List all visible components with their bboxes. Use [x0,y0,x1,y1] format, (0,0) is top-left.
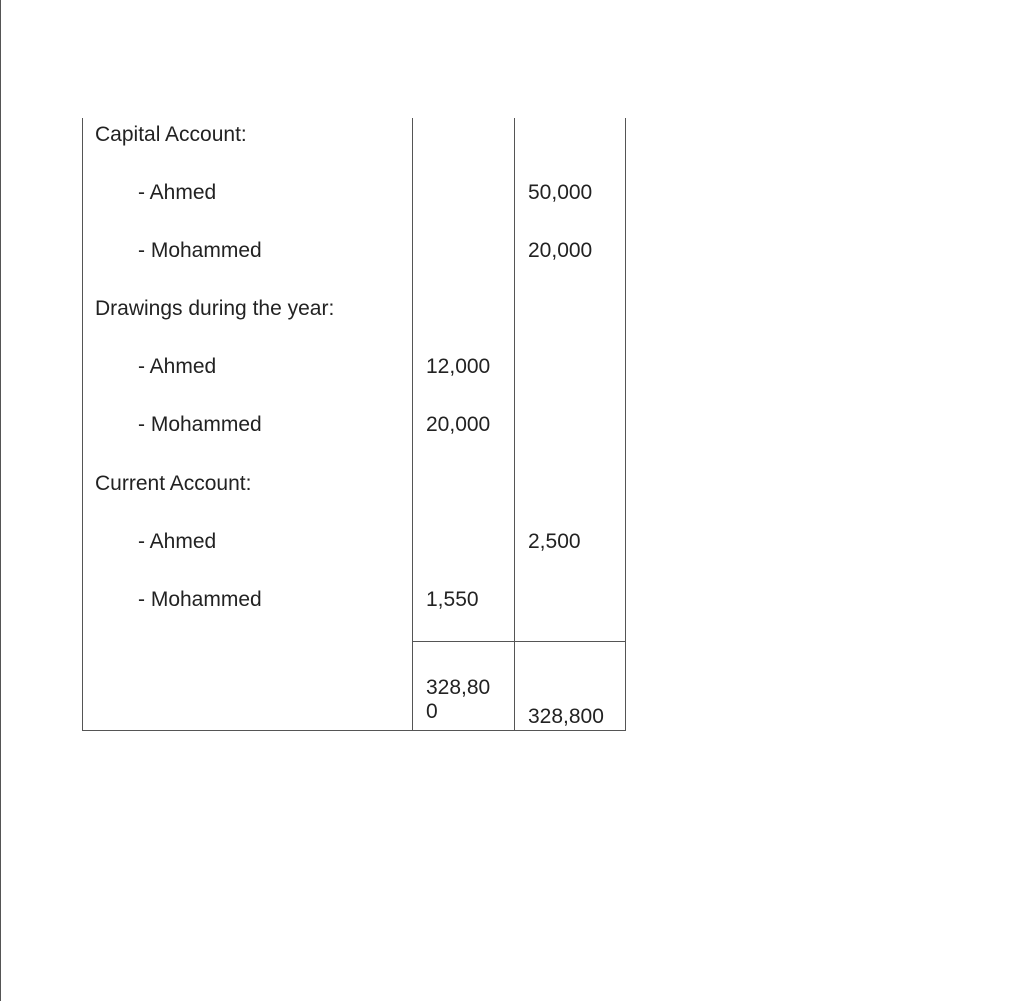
row-label: - Ahmed [138,530,217,553]
table-bottom-border [82,730,626,731]
credit-cell: 50,000 [528,181,593,204]
section-heading-drawings: Drawings during the year: [95,297,335,320]
debit-cell: 1,550 [426,588,479,611]
page-left-border [0,0,1,1001]
credit-column-divider [514,118,515,731]
row-label: - Ahmed [138,355,217,378]
debit-total: 328,800 [426,676,491,723]
section-heading-current: Current Account: [95,472,252,495]
table-right-border [625,118,626,731]
row-label: - Mohammed [138,239,262,262]
trial-balance-table [82,118,626,731]
credit-total: 328,800 [528,705,604,728]
row-label: - Mohammed [138,413,262,436]
credit-cell: 20,000 [528,239,593,262]
debit-cell: 20,000 [426,413,491,436]
row-label: - Mohammed [138,588,262,611]
credit-cell: 2,500 [528,530,581,553]
debit-column-divider [412,118,413,731]
table-left-border [82,118,83,731]
totals-divider [412,641,626,642]
section-heading-capital: Capital Account: [95,123,247,146]
debit-cell: 12,000 [426,355,491,378]
row-label: - Ahmed [138,181,217,204]
